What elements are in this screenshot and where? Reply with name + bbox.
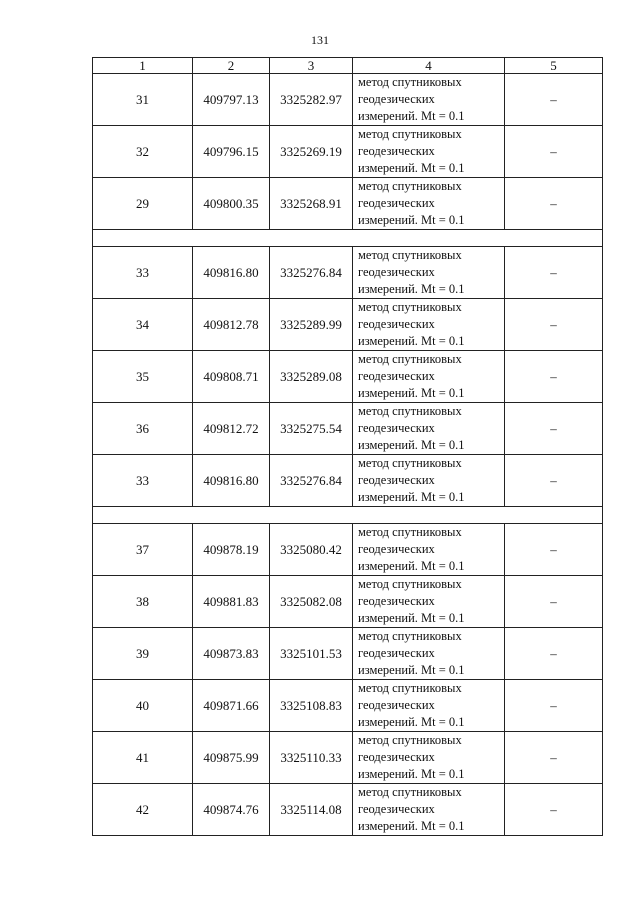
point-number-cell: 31 (93, 74, 193, 126)
point-number-cell: 32 (93, 126, 193, 178)
column-header-4: 4 (353, 58, 505, 74)
column-5-cell: – (505, 784, 603, 836)
point-number-cell: 39 (93, 628, 193, 680)
column-5-cell: – (505, 351, 603, 403)
method-cell (353, 680, 505, 732)
table-row (93, 126, 603, 178)
y-coordinate-cell: 3325282.97 (270, 74, 353, 126)
method-text-line: измерений. Mt = 0.1 (358, 282, 465, 296)
method-text-line: измерений. Mt = 0.1 (358, 213, 465, 227)
table-body (93, 74, 603, 836)
x-coordinate-cell: 409796.15 (193, 126, 270, 178)
method-text-line: измерений. Mt = 0.1 (358, 767, 465, 781)
method-text-line: измерений. Mt = 0.1 (358, 490, 465, 504)
method-cell (353, 403, 505, 455)
coordinates-table (92, 57, 603, 836)
table-row (93, 784, 603, 836)
method-text-line: метод спутниковых (358, 785, 462, 799)
table-row (93, 247, 603, 299)
method-cell (353, 126, 505, 178)
method-text-line: измерений. Mt = 0.1 (358, 334, 465, 348)
y-coordinate-cell: 3325276.84 (270, 455, 353, 507)
table-row (93, 403, 603, 455)
method-text-line: геодезических (358, 698, 435, 712)
point-number-cell: 40 (93, 680, 193, 732)
method-text-line: измерений. Mt = 0.1 (358, 109, 465, 123)
point-number-cell: 42 (93, 784, 193, 836)
x-coordinate-cell: 409873.83 (193, 628, 270, 680)
x-coordinate-cell: 409812.72 (193, 403, 270, 455)
column-5-cell: – (505, 178, 603, 230)
y-coordinate-cell: 3325114.08 (270, 784, 353, 836)
method-cell (353, 732, 505, 784)
method-text-line: метод спутниковых (358, 75, 462, 89)
y-coordinate-cell: 3325289.99 (270, 299, 353, 351)
y-coordinate-cell: 3325269.19 (270, 126, 353, 178)
method-cell (353, 74, 505, 126)
y-coordinate-cell: 3325289.08 (270, 351, 353, 403)
table-row (93, 351, 603, 403)
column-header-1: 1 (93, 58, 193, 74)
method-text-line: геодезических (358, 144, 435, 158)
x-coordinate-cell: 409808.71 (193, 351, 270, 403)
point-number-cell: 34 (93, 299, 193, 351)
method-text-line: метод спутниковых (358, 404, 462, 418)
method-text-line: метод спутниковых (358, 248, 462, 262)
y-coordinate-cell: 3325101.53 (270, 628, 353, 680)
method-text-line: геодезических (358, 317, 435, 331)
method-text-line: метод спутниковых (358, 629, 462, 643)
method-cell (353, 455, 505, 507)
method-text-line: измерений. Mt = 0.1 (358, 559, 465, 573)
column-5-cell: – (505, 299, 603, 351)
method-text-line: метод спутниковых (358, 456, 462, 470)
x-coordinate-cell: 409816.80 (193, 247, 270, 299)
method-text-line: измерений. Mt = 0.1 (358, 438, 465, 452)
separator-row (93, 230, 603, 247)
y-coordinate-cell: 3325080.42 (270, 524, 353, 576)
method-cell (353, 628, 505, 680)
method-text-line: геодезических (358, 594, 435, 608)
column-5-cell: – (505, 576, 603, 628)
column-5-cell: – (505, 732, 603, 784)
table-row (93, 732, 603, 784)
method-text-line: геодезических (358, 646, 435, 660)
separator-row (93, 507, 603, 524)
x-coordinate-cell: 409797.13 (193, 74, 270, 126)
column-5-cell: – (505, 74, 603, 126)
point-number-cell: 35 (93, 351, 193, 403)
method-text-line: измерений. Mt = 0.1 (358, 161, 465, 175)
point-number-cell: 37 (93, 524, 193, 576)
header-row (93, 58, 603, 74)
separator-cell (93, 507, 603, 524)
method-text-line: геодезических (358, 421, 435, 435)
method-cell (353, 351, 505, 403)
table-row (93, 74, 603, 126)
y-coordinate-cell: 3325108.83 (270, 680, 353, 732)
column-header-5: 5 (505, 58, 603, 74)
point-number-cell: 36 (93, 403, 193, 455)
column-5-cell: – (505, 628, 603, 680)
method-cell (353, 784, 505, 836)
method-text-line: метод спутниковых (358, 681, 462, 695)
table-header (93, 58, 603, 74)
table-row (93, 178, 603, 230)
column-5-cell: – (505, 680, 603, 732)
method-text-line: метод спутниковых (358, 179, 462, 193)
point-number-cell: 41 (93, 732, 193, 784)
method-text-line: измерений. Mt = 0.1 (358, 663, 465, 677)
point-number-cell: 33 (93, 455, 193, 507)
method-text-line: измерений. Mt = 0.1 (358, 715, 465, 729)
table-row (93, 455, 603, 507)
method-text-line: метод спутниковых (358, 733, 462, 747)
method-text-line: геодезических (358, 802, 435, 816)
method-text-line: метод спутниковых (358, 127, 462, 141)
method-text-line: геодезических (358, 92, 435, 106)
method-cell (353, 524, 505, 576)
method-text-line: метод спутниковых (358, 352, 462, 366)
x-coordinate-cell: 409871.66 (193, 680, 270, 732)
y-coordinate-cell: 3325082.08 (270, 576, 353, 628)
point-number-cell: 33 (93, 247, 193, 299)
method-text-line: геодезических (358, 750, 435, 764)
column-header-2: 2 (193, 58, 270, 74)
method-cell (353, 178, 505, 230)
column-5-cell: – (505, 455, 603, 507)
method-text-line: геодезических (358, 369, 435, 383)
x-coordinate-cell: 409875.99 (193, 732, 270, 784)
x-coordinate-cell: 409812.78 (193, 299, 270, 351)
x-coordinate-cell: 409878.19 (193, 524, 270, 576)
table-row (93, 524, 603, 576)
y-coordinate-cell: 3325110.33 (270, 732, 353, 784)
column-5-cell: – (505, 247, 603, 299)
separator-cell (93, 230, 603, 247)
x-coordinate-cell: 409816.80 (193, 455, 270, 507)
method-text-line: геодезических (358, 265, 435, 279)
method-text-line: измерений. Mt = 0.1 (358, 819, 465, 833)
point-number-cell: 38 (93, 576, 193, 628)
method-text-line: геодезических (358, 196, 435, 210)
method-text-line: метод спутниковых (358, 300, 462, 314)
table-row (93, 299, 603, 351)
x-coordinate-cell: 409881.83 (193, 576, 270, 628)
table-row (93, 576, 603, 628)
x-coordinate-cell: 409874.76 (193, 784, 270, 836)
x-coordinate-cell: 409800.35 (193, 178, 270, 230)
method-text-line: геодезических (358, 542, 435, 556)
table-row (93, 680, 603, 732)
column-5-cell: – (505, 126, 603, 178)
page-number: 131 (311, 33, 329, 47)
table-row (93, 628, 603, 680)
method-cell (353, 299, 505, 351)
column-5-cell: – (505, 524, 603, 576)
y-coordinate-cell: 3325268.91 (270, 178, 353, 230)
method-text-line: геодезических (358, 473, 435, 487)
method-cell (353, 247, 505, 299)
method-text-line: метод спутниковых (358, 525, 462, 539)
y-coordinate-cell: 3325275.54 (270, 403, 353, 455)
point-number-cell: 29 (93, 178, 193, 230)
method-text-line: измерений. Mt = 0.1 (358, 611, 465, 625)
column-5-cell: – (505, 403, 603, 455)
column-header-3: 3 (270, 58, 353, 74)
y-coordinate-cell: 3325276.84 (270, 247, 353, 299)
method-cell (353, 576, 505, 628)
method-text-line: метод спутниковых (358, 577, 462, 591)
method-text-line: измерений. Mt = 0.1 (358, 386, 465, 400)
